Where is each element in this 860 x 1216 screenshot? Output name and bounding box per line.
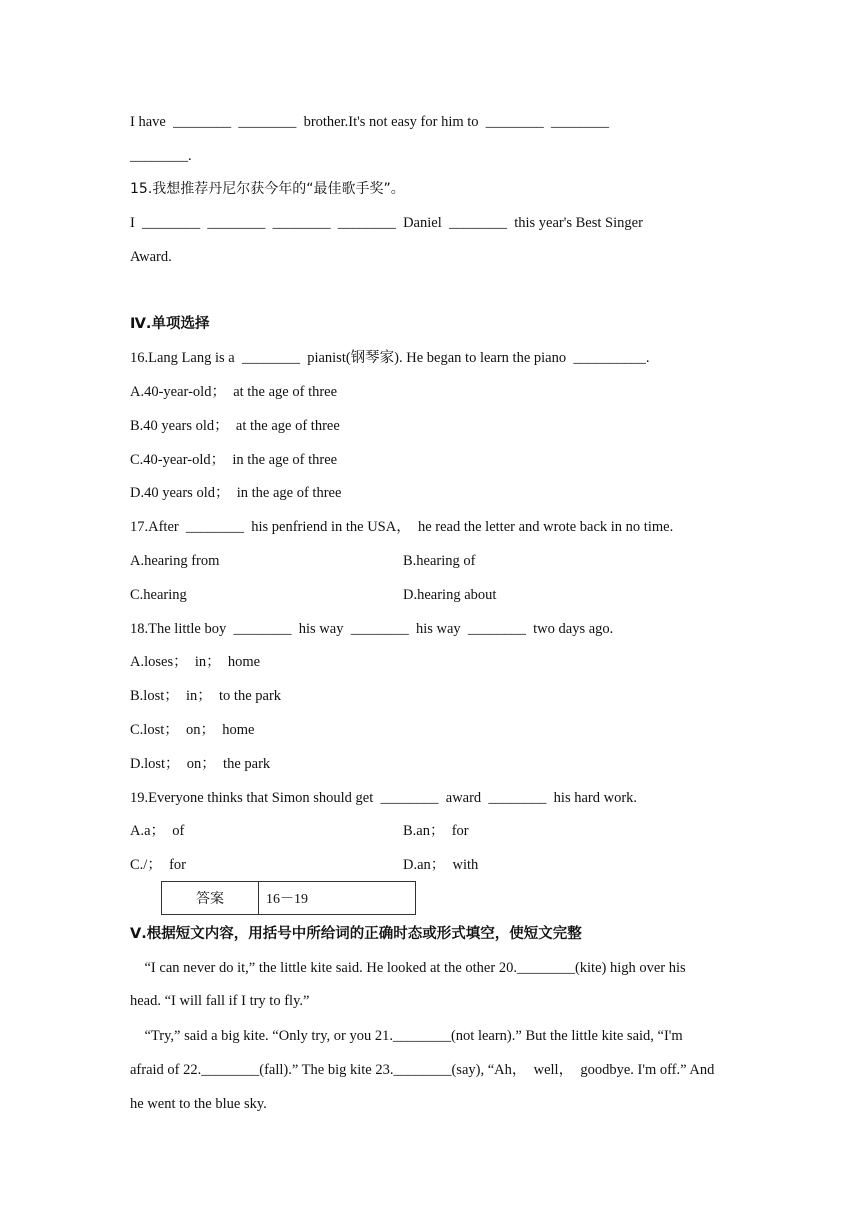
section-4-heading: Ⅳ.单项选择 xyxy=(130,316,210,332)
passage-line-5: he went to the blue sky. xyxy=(130,1096,267,1112)
q17-option-c: C.hearing xyxy=(130,587,187,603)
q19-stem: 19.Everyone thinks that Simon should get ________ award ________ his hard work. xyxy=(130,790,638,806)
q16-option-c: C.40-year-old； in the age of three xyxy=(130,452,338,468)
q18-option-c: C.lost； on； home xyxy=(130,722,255,738)
passage-line-2: head. “I will fall if I try to fly.” xyxy=(130,993,310,1009)
q15-line-1: I ________ ________ ________ ________ Daniel ________ this year's Best Singer xyxy=(130,215,643,231)
q18-option-a: A.loses； in； home xyxy=(130,654,261,670)
passage-line-4: afraid of 22.________(fall).” The big kite 23.________(say), “Ah， well， goodbye. I'm off.” And xyxy=(130,1062,715,1078)
q18-option-b: B.lost； in； to the park xyxy=(130,688,282,704)
continuation-line-1: I have ________ ________ brother.It's not easy for him to ________ ________ xyxy=(130,114,610,130)
answer-table xyxy=(161,881,416,915)
q15-prompt: 15.我想推荐丹尼尔获今年的“最佳歌手奖”。 xyxy=(130,181,405,197)
q18-option-d: D.lost； on； the park xyxy=(130,756,271,772)
answer-range: 16－19 xyxy=(266,892,308,907)
q17-stem: 17.After ________ his penfriend in the USA， he read the letter and wrote back in no time. xyxy=(130,519,674,535)
answer-label: 答案 xyxy=(162,882,259,914)
q15-line-2: Award. xyxy=(130,249,172,265)
q16-stem: 16.Lang Lang is a ________ pianist(钢琴家). He began to learn the piano __________. xyxy=(130,350,650,366)
section-5-heading: Ⅴ.根据短文内容，用括号中所给词的正确时态或形式填空，使短文完整 xyxy=(130,926,582,942)
q19-option-b: B.an； for xyxy=(403,823,469,839)
q16-option-b: B.40 years old； at the age of three xyxy=(130,418,340,434)
q19-option-d: D.an； with xyxy=(403,857,479,873)
continuation-line-2: ________. xyxy=(130,148,192,164)
q16-option-d: D.40 years old； in the age of three xyxy=(130,485,342,501)
q17-option-d: D.hearing about xyxy=(403,587,497,603)
passage-line-3: “Try,” said a big kite. “Only try, or you 21.________(not learn).” But the little kite said, “I'm xyxy=(130,1028,683,1044)
q17-option-b: B.hearing of xyxy=(403,553,476,569)
passage-line-1: “I can never do it,” the little kite said. He looked at the other 20.________(kite) high over his xyxy=(130,960,686,976)
q16-option-a: A.40-year-old； at the age of three xyxy=(130,384,338,400)
q17-option-a: A.hearing from xyxy=(130,553,220,569)
q18-stem: 18.The little boy ________ his way ________ his way ________ two days ago. xyxy=(130,621,614,637)
q19-option-a: A.a； of xyxy=(130,823,185,839)
q19-option-c: C./； for xyxy=(130,857,186,873)
